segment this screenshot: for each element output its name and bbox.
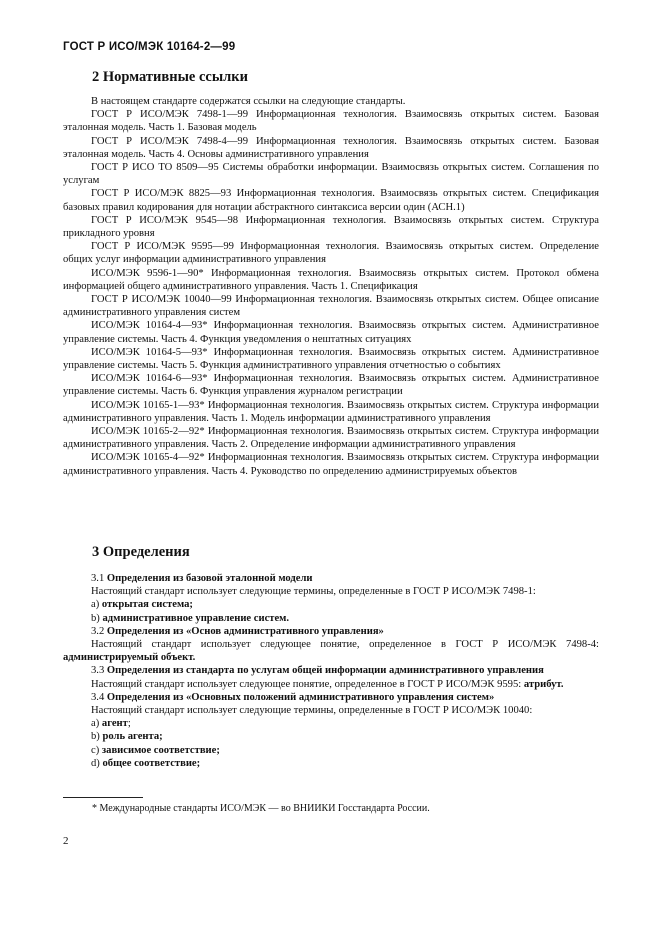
subsection-title: Определения из базовой эталонной модели — [106, 573, 313, 584]
list-marker: d) — [91, 757, 100, 769]
reference-item: ИСО/МЭК 9596-1—90* Информационная технология. Взаимосвязь открытых систем. Протокол обмена информацией общего административного управления. Часть 1. Спецификация — [63, 267, 599, 292]
list-item — [91, 612, 599, 625]
term: роль агента; — [102, 731, 163, 743]
reference-item: ГОСТ Р ИСО/МЭК 8825—93 Информационная технология. Взаимосвязь открытых систем. Спецификация базовых правил кодирования для нотации абстрактного синтаксиса версии один (АСН.1) — [63, 188, 599, 213]
reference-item: ГОСТ Р ИСО/МЭК 9545—98 Информационная технология. Взаимосвязь открытых систем. Структура прикладного уровня — [63, 214, 599, 240]
term: административное управление систем. — [102, 612, 290, 624]
subsection-3-4-heading — [63, 691, 599, 704]
paragraph: Настоящий стандарт использует следующие термины, определенные в ГОСТ Р ИСО/МЭК 7498-1: — [91, 586, 536, 598]
list-marker: b) — [91, 731, 100, 743]
paragraph-text: Настоящий стандарт использует следующее понятие, определенное в ГОСТ Р ИСО/МЭК 7498-4: — [91, 639, 599, 651]
term: атрибут. — [523, 678, 564, 690]
footnote-divider — [63, 797, 143, 798]
section-3-title: 3 Определения — [92, 544, 190, 560]
paragraph — [63, 638, 599, 664]
paragraph-text: Настоящий стандарт использует следующее понятие, определенное в ГОСТ Р ИСО/МЭК 9595: — [91, 678, 522, 690]
section-3-body — [63, 572, 599, 770]
subsection-number: 3.1 — [91, 573, 105, 584]
subsection-title: Определения из «Основных положений административного управления систем» — [106, 691, 495, 703]
section-2-title: 2 Нормативные ссылки — [92, 69, 248, 85]
list-item — [91, 757, 599, 770]
section-2-body — [63, 95, 599, 478]
reference-item: ГОСТ Р ИСО/МЭК 9595—99 Информационная технология. Взаимосвязь открытых систем. Определение общих услуг информации административного управления — [63, 241, 599, 266]
subsection-number: 3.2 — [91, 625, 105, 637]
reference-item: ГОСТ Р ИСО/МЭК 7498-4—99 Информационная технология. Взаимосвязь открытых систем. Базовая эталонная модель. Часть 4. Основы административного управления — [63, 135, 599, 160]
page-number: 2 — [63, 835, 69, 847]
subsection-number: 3.3 — [91, 665, 105, 677]
term: зависимое соответствие; — [101, 744, 220, 756]
list-item — [91, 744, 599, 757]
term-list — [63, 598, 599, 624]
reference-item: ГОСТ Р ИСО ТО 8509—95 Системы обработки информации. Взаимосвязь открытых систем. Соглашения по услугам — [63, 162, 599, 187]
list-item — [91, 598, 599, 611]
subsection-3-1-heading — [63, 572, 599, 585]
list-marker: c) — [91, 744, 100, 756]
term: администрируемый объект. — [63, 652, 196, 664]
paragraph — [63, 678, 599, 691]
document-header: ГОСТ Р ИСО/МЭК 10164-2—99 — [63, 41, 236, 53]
subsection-title: Определения из стандарта по услугам общей информации административного управления — [106, 665, 544, 677]
reference-item: ИСО/МЭК 10165-1—93* Информационная технология. Взаимосвязь открытых систем. Структура информации административного управления. Часть 1. Модель информации административного управления — [63, 399, 599, 424]
list-marker: b) — [91, 612, 100, 624]
reference-item: ИСО/МЭК 10165-4—92* Информационная технология. Взаимосвязь открытых систем. Структура информации административного управления. Часть 4. Руководство по определению администрируемых объектов — [63, 452, 599, 477]
term: общее соответствие; — [102, 757, 201, 769]
subsection-3-3-heading — [63, 664, 599, 677]
reference-item: ИСО/МЭК 10164-5—93* Информационная технология. Взаимосвязь открытых систем. Административное управление системы. Часть 5. Функция административного управления отчетностью о событиях — [63, 346, 599, 372]
subsection-number: 3.4 — [91, 691, 105, 703]
term: агент — [101, 718, 128, 730]
list-marker: a) — [91, 718, 100, 730]
reference-item: ИСО/МЭК 10164-4—93* Информационная технология. Взаимосвязь открытых систем. Административное управление системы. Часть 4. Функция уведомления о нештатных ситуациях — [63, 320, 599, 345]
reference-item: ГОСТ Р ИСО/МЭК 10040—99 Информационная технология. Взаимосвязь открытых систем. Общее описание административного управления систем — [63, 294, 599, 319]
paragraph: В настоящем стандарте содержатся ссылки на следующие стандарты. — [91, 96, 406, 107]
term-tail: ; — [127, 718, 131, 730]
list-marker: a) — [91, 599, 100, 611]
list-item — [91, 717, 599, 730]
paragraph: Настоящий стандарт использует следующие термины, определенные в ГОСТ Р ИСО/МЭК 10040: — [91, 705, 533, 717]
term-list — [63, 717, 599, 770]
reference-item: ИСО/МЭК 10165-2—92* Информационная технология. Взаимосвязь открытых систем. Структура информации административного управления. Часть 2. Определение информации административного управления — [63, 426, 599, 451]
term: открытая система; — [101, 599, 193, 611]
footnote: * Международные стандарты ИСО/МЭК — во ВНИИКИ Госстандарта России. — [92, 803, 430, 814]
list-item — [91, 730, 599, 743]
subsection-3-2-heading — [63, 625, 599, 638]
reference-item: ГОСТ Р ИСО/МЭК 7498-1—99 Информационная технология. Взаимосвязь открытых систем. Базовая эталонная модель. Часть 1. Базовая модель — [63, 109, 599, 134]
reference-item: ИСО/МЭК 10164-6—93* Информационная технология. Взаимосвязь открытых систем. Административное управление системы. Часть 6. Функция управления журналом регистрации — [63, 373, 599, 398]
subsection-title: Определения из «Основ административного управления» — [106, 625, 384, 637]
